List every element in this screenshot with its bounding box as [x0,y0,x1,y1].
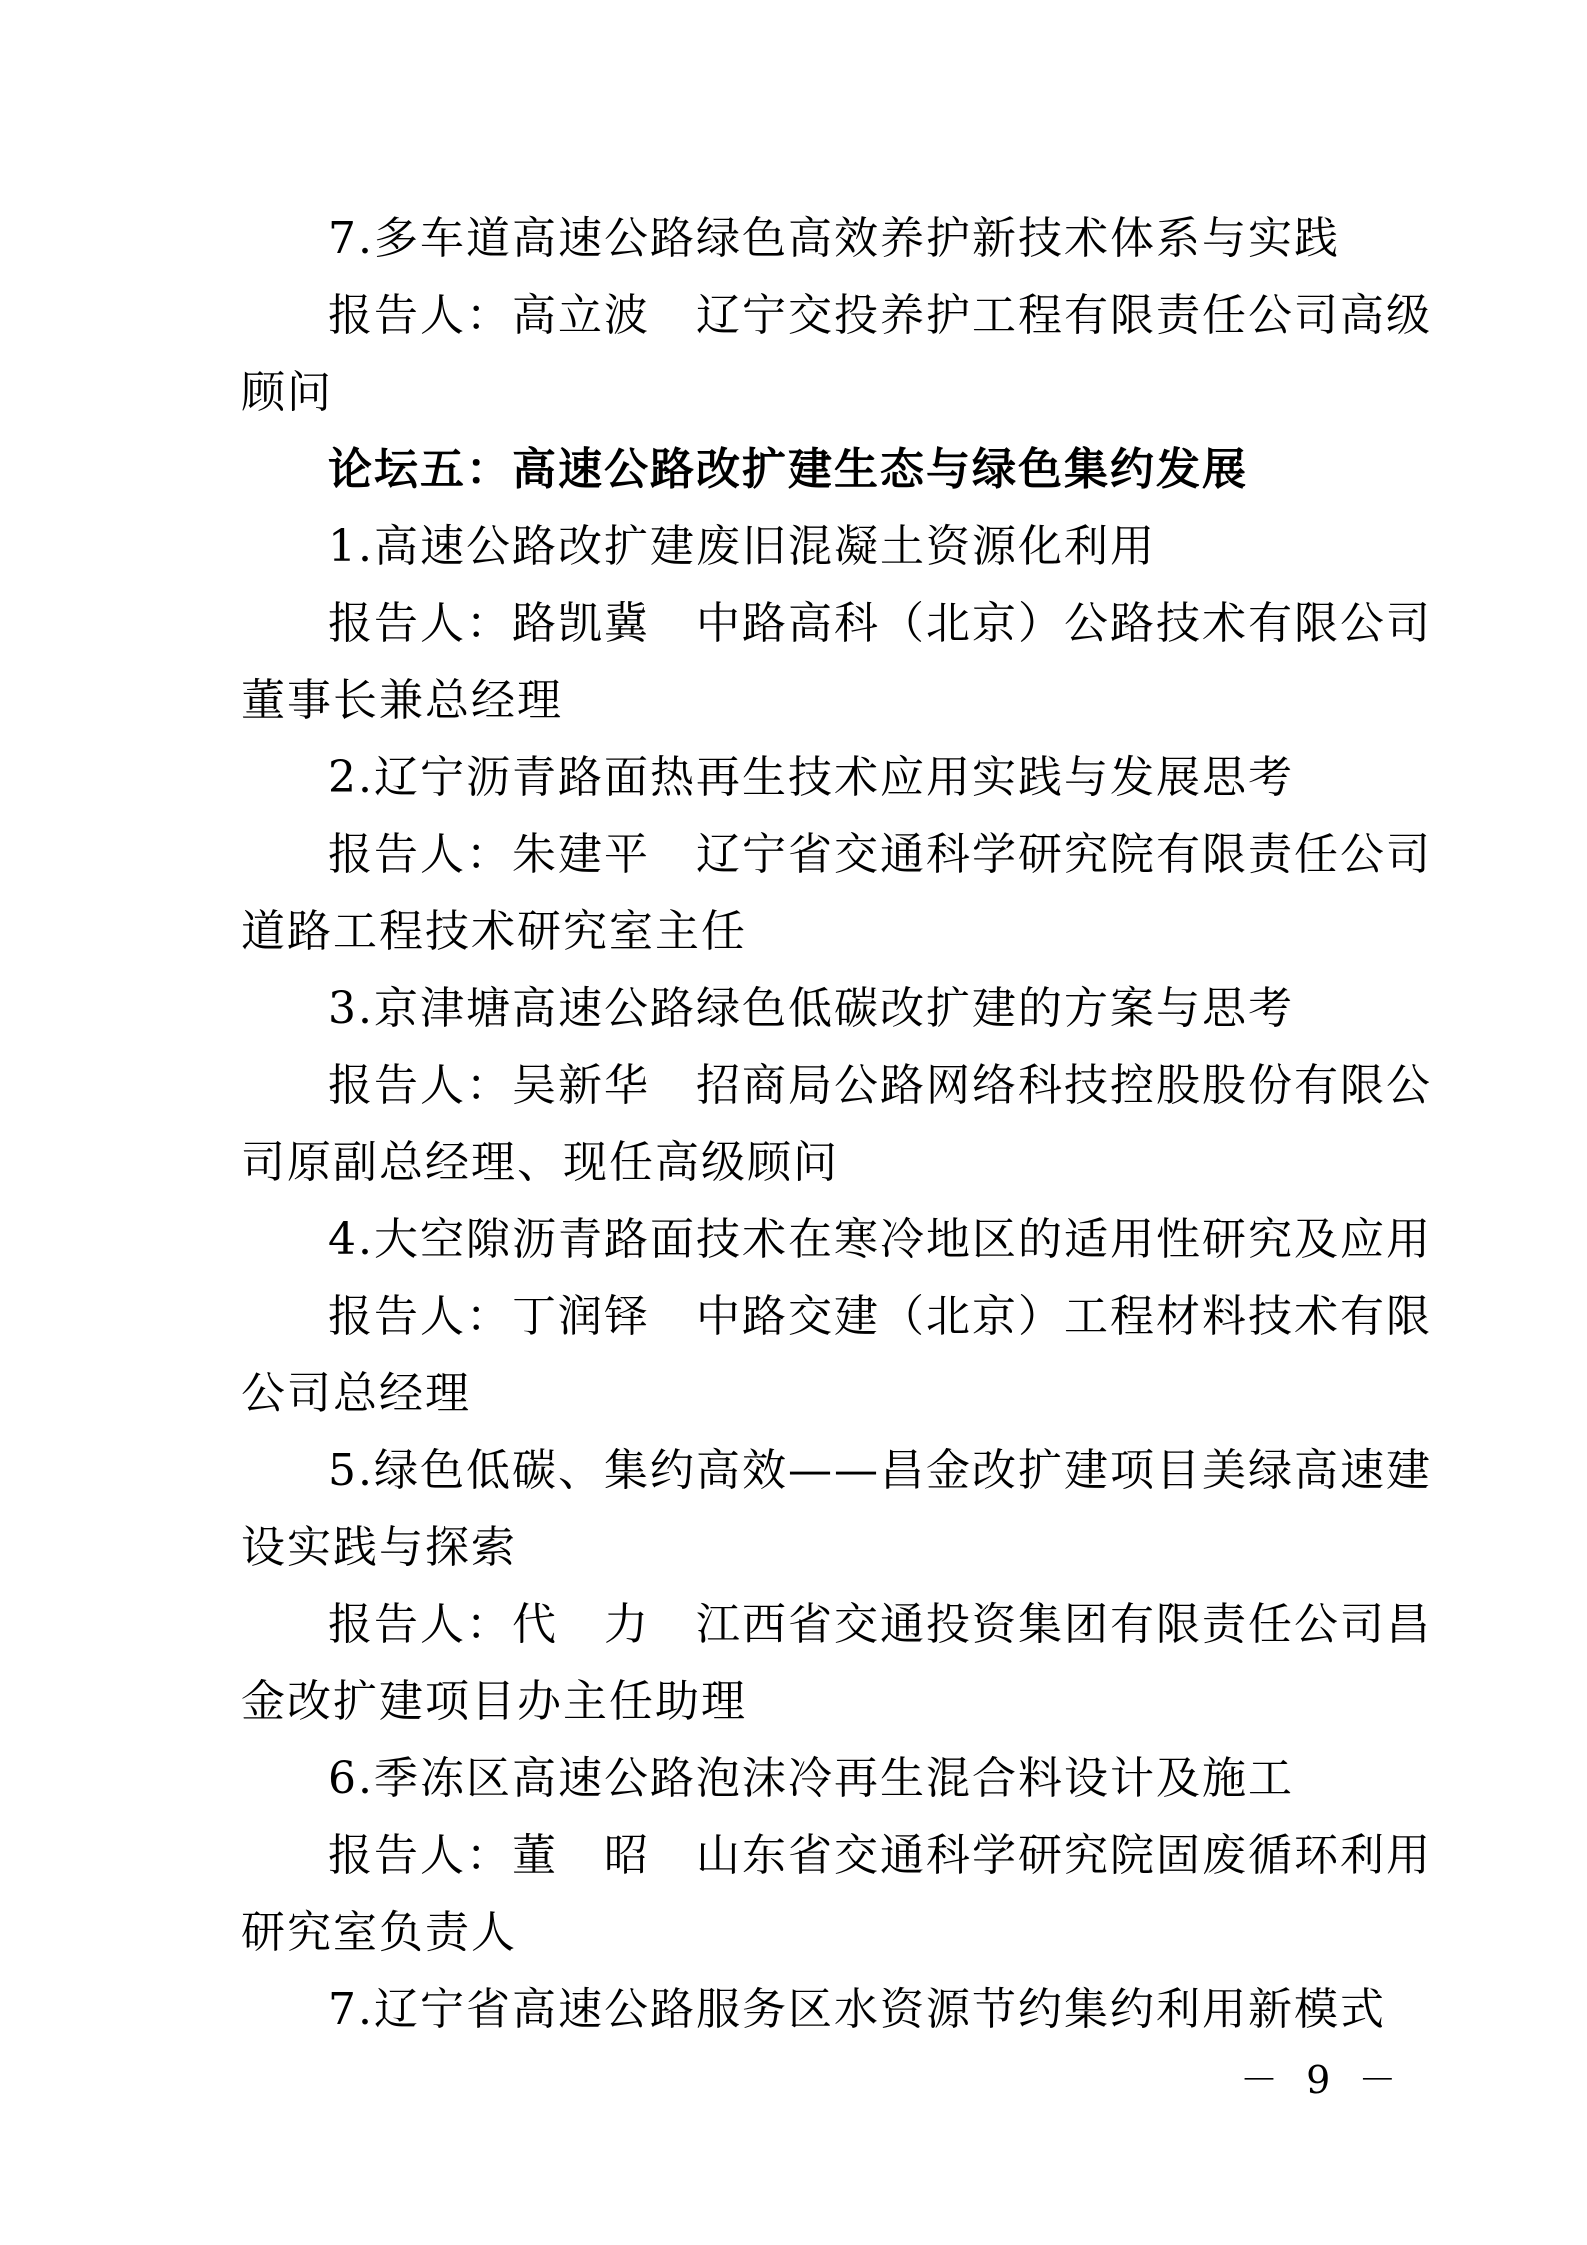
reporter-line-continuation: 金改扩建项目办主任助理 [241,1676,747,1727]
reporter-line-continuation: 司原副总经理、现任高级顾问 [241,1137,839,1188]
reporter-line-continuation: 顾问 [241,367,333,418]
reporter-line: 报告人：吴新华 招商局公路网络科技控股股份有限公 [328,1060,1432,1111]
reporter-line: 报告人：高立波 辽宁交投养护工程有限责任公司高级 [328,290,1432,341]
reporter-line: 报告人：路凯冀 中路高科（北京）公路技术有限公司 [328,598,1432,649]
reporter-line: 报告人：代 力 江西省交通投资集团有限责任公司昌 [328,1599,1432,1650]
reporter-line: 报告人：朱建平 辽宁省交通科学研究院有限责任公司 [328,829,1432,880]
forum-heading: 论坛五：高速公路改扩建生态与绿色集约发展 [328,444,1248,495]
reporter-line-continuation: 研究室负责人 [241,1907,517,1958]
report-title-6: 6.季冻区高速公路泡沫冷再生混合料设计及施工 [328,1753,1294,1804]
report-title-7b: 7.辽宁省高速公路服务区水资源节约集约利用新模式 [328,1984,1386,2035]
reporter-line: 报告人：丁润铎 中路交建（北京）工程材料技术有限 [328,1291,1432,1342]
reporter-line-continuation: 董事长兼总经理 [241,675,563,726]
report-title-4: 4.大空隙沥青路面技术在寒冷地区的适用性研究及应用 [328,1214,1432,1265]
reporter-line-continuation: 公司总经理 [241,1368,471,1419]
report-title-1: 1.高速公路改扩建废旧混凝土资源化利用 [328,521,1156,572]
page-number: － 9 － [1240,2058,1405,2102]
report-title-5: 5.绿色低碳、集约高效——昌金改扩建项目美绿高速建 [328,1445,1432,1496]
reporter-line: 报告人：董 昭 山东省交通科学研究院固废循环利用 [328,1830,1432,1881]
report-title-continuation: 设实践与探索 [241,1522,517,1573]
report-title-3: 3.京津塘高速公路绿色低碳改扩建的方案与思考 [328,983,1294,1034]
report-title-7: 7.多车道高速公路绿色高效养护新技术体系与实践 [328,213,1340,264]
reporter-line-continuation: 道路工程技术研究室主任 [241,906,747,957]
report-title-2: 2.辽宁沥青路面热再生技术应用实践与发展思考 [328,752,1294,803]
